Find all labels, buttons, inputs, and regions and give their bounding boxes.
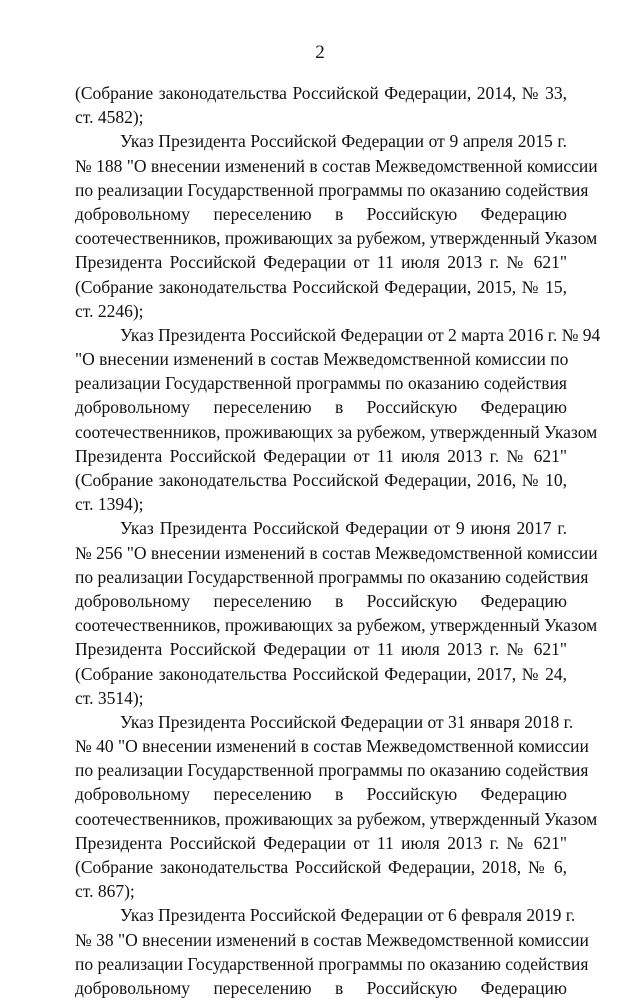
text-line: № 38 "О внесении изменений в состав Межведомственной комиссии (75, 929, 589, 950)
page-number: 2 (315, 42, 325, 63)
text-line: "О внесении изменений в состав Межведомственной комиссии по (75, 349, 569, 370)
text-line: соотечественников, проживающих за рубежом, утвержденный Указом (75, 615, 598, 636)
text-line: добровольному переселению в Российскую Федерацию (75, 977, 567, 998)
text-line: Указ Президента Российской Федерации от 9 апреля 2015 г. (120, 131, 567, 152)
text-line: (Собрание законодательства Российской Федерации, 2014, № 33, (75, 83, 567, 103)
text-line: Указ Президента Российской Федерации от 6 февраля 2019 г. (120, 905, 576, 926)
text-line: (Собрание законодательства Российской Федерации, 2015, № 15, (75, 276, 567, 297)
text-line: Президента Российской Федерации от 11 июля 2013 г. № 621" (75, 445, 567, 466)
text-line: по реализации Государственной программы по оказанию содействия (75, 179, 589, 200)
text-line: ст. 2246); (75, 300, 144, 321)
text-line: добровольному переселению в Российскую Федерацию (75, 203, 567, 224)
text-line: ст. 867); (75, 881, 135, 902)
text-line: № 40 "О внесении изменений в состав Межведомственной комиссии (75, 736, 589, 757)
text-line: Президента Российской Федерации от 11 июля 2013 г. № 621" (75, 832, 567, 853)
text-line: по реализации Государственной программы по оказанию содействия (75, 566, 589, 587)
document-body (75, 81, 601, 1000)
text-line: добровольному переселению в Российскую Федерацию (75, 397, 567, 418)
text-line: Указ Президента Российской Федерации от 2 марта 2016 г. № 94 (120, 324, 601, 345)
text-line: (Собрание законодательства Российской Федерации, 2017, № 24, (75, 663, 567, 684)
text-line: ст. 3514); (75, 687, 144, 708)
text-line: Указ Президента Российской Федерации от 9 июня 2017 г. (120, 518, 567, 539)
text-line: Президента Российской Федерации от 11 июля 2013 г. № 621" (75, 639, 567, 660)
text-line: реализации Государственной программы по оказанию содействия (75, 373, 567, 394)
text-line: Указ Президента Российской Федерации от 31 января 2018 г. (120, 711, 574, 732)
text-line: добровольному переселению в Российскую Федерацию (75, 590, 567, 611)
text-line: добровольному переселению в Российскую Федерацию (75, 784, 567, 805)
text-line: (Собрание законодательства Российской Федерации, 2016, № 10, (75, 470, 567, 490)
text-line: соотечественников, проживающих за рубежом, утвержденный Указом (75, 421, 598, 442)
text-line: № 256 "О внесении изменений в состав Межведомственной комиссии (75, 542, 598, 563)
text-line: № 188 "О внесении изменений в состав Межведомственной комиссии (75, 155, 598, 176)
text-line: по реализации Государственной программы по оказанию содействия (75, 953, 589, 974)
text-line: ст. 4582); (75, 107, 144, 128)
text-line: соотечественников, проживающих за рубежом, утвержденный Указом (75, 228, 598, 249)
text-line: Президента Российской Федерации от 11 июля 2013 г. № 621" (75, 252, 567, 273)
text-line: по реализации Государственной программы по оказанию содействия (75, 760, 589, 781)
text-line: (Собрание законодательства Российской Федерации, 2018, № 6, (75, 857, 567, 877)
text-line: ст. 1394); (75, 494, 144, 515)
text-line: соотечественников, проживающих за рубежом, утвержденный Указом (75, 808, 598, 829)
